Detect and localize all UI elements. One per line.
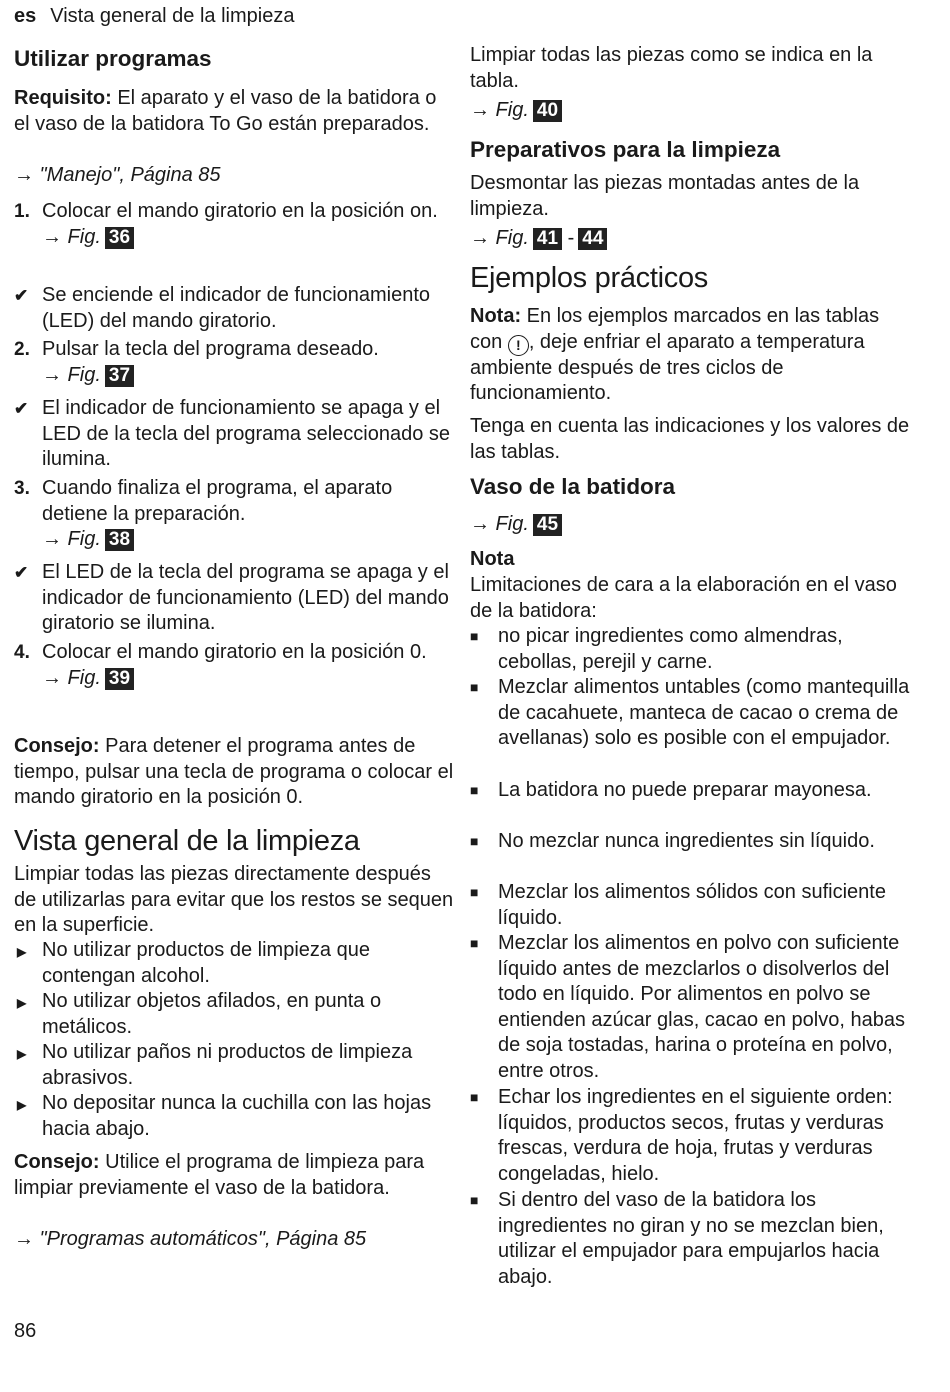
square-bullet-icon: ■ xyxy=(470,833,479,849)
requisito-label: Requisito: xyxy=(14,87,112,109)
step-3 xyxy=(14,476,454,553)
nota-text-b: , deje enfriar el aparato a temperatura ambiente después de tres ciclos de funcionamiento. xyxy=(470,330,865,405)
figure-ref-40: 40 xyxy=(533,100,562,122)
warning-text: No utilizar productos de limpieza que contengan alcohol. xyxy=(42,939,370,987)
heading-preparativos: Preparativos para la limpieza xyxy=(470,137,781,162)
bullet-item xyxy=(470,880,910,931)
page-number: 86 xyxy=(14,1320,37,1342)
bullet-text: Mezclar los alimentos en polvo con suficiente líquido antes de mezclarlos o disolverlos del todo en líquido. Por alimentos en polvo se entienden azúcar glas, cacao en polvo, habas de soja tostadas, harina o proteína en polvo, entre otros. xyxy=(498,932,905,1082)
fig-range-separator: - xyxy=(567,227,575,249)
bullet-item xyxy=(470,675,910,752)
step-text: Colocar el mando giratorio en la posición 0. xyxy=(42,641,427,663)
nota-paragraph xyxy=(470,304,910,407)
figure-ref-37: 37 xyxy=(105,365,134,387)
cleaning-intro: Limpiar todas las piezas como se indica en la tabla. xyxy=(470,44,873,92)
figure-ref-39: 39 xyxy=(105,668,134,690)
figure-ref-44: 44 xyxy=(578,228,607,250)
nota-title: Nota xyxy=(470,548,515,570)
warning-text: No utilizar paños ni productos de limpieza abrasivos. xyxy=(42,1041,413,1089)
warning-text: No depositar nunca la cuchilla con las hojas hacia abajo. xyxy=(42,1092,432,1140)
consejo-label: Consejo: xyxy=(14,1151,100,1173)
consejo-stop-paragraph xyxy=(14,734,454,811)
consejo-text: Utilice el programa de limpieza para limpiar previamente el vaso de la batidora. xyxy=(14,1151,425,1199)
figure-ref-41: 41 xyxy=(533,228,562,250)
step-number: 2. xyxy=(14,339,30,360)
bullet-item xyxy=(470,829,910,855)
step-number: 3. xyxy=(14,478,30,499)
requisito-text: El aparato y el vaso de la batidora o el vaso de la batidora To Go están preparados. xyxy=(14,87,437,135)
result-2 xyxy=(14,396,454,473)
prep-text: Desmontar las piezas montadas antes de la limpieza. xyxy=(470,172,860,220)
figure-ref-38: 38 xyxy=(105,529,134,551)
bullet-text: Echar los ingredientes en el siguiente orden: líquidos, productos secos, frutas y verduras frescas, verdura de hoja, frutas y verduras congeladas, hielo. xyxy=(498,1086,893,1185)
nota-label: Nota: xyxy=(470,305,522,327)
bullet-text: Mezclar los alimentos sólidos con suficiente líquido. xyxy=(498,881,886,929)
warning-item xyxy=(14,1091,454,1142)
step-2 xyxy=(14,337,454,388)
consejo-cleaning-paragraph xyxy=(14,1150,454,1201)
figure-ref-45: 45 xyxy=(533,514,562,536)
step-1 xyxy=(14,199,454,250)
warning-text: No utilizar objetos afilados, en punta o metálicos. xyxy=(42,990,382,1038)
result-text: Se enciende el indicador de funcionamiento (LED) del mando giratorio. xyxy=(42,284,431,332)
warning-item xyxy=(14,1040,454,1091)
bullet-text: Si dentro del vaso de la batidora los ingredientes no giran y no se mezclan bien, utilizar el empujador para empujarlos hacia abajo. xyxy=(498,1189,884,1288)
square-bullet-icon: ■ xyxy=(470,935,479,951)
check-icon: ✔ xyxy=(14,563,29,582)
result-text: El indicador de funcionamiento se apaga y el LED de la tecla del programa seleccionado se ilumina. xyxy=(42,397,451,471)
square-bullet-icon: ■ xyxy=(470,628,479,644)
step-number: 4. xyxy=(14,642,30,663)
heading-vista-general: Vista general de la limpieza xyxy=(14,825,360,857)
fig-label: → Fig. xyxy=(470,99,529,121)
bullet-item xyxy=(470,1188,910,1290)
figure-ref-36: 36 xyxy=(105,227,134,249)
consejo-text: Para detener el programa antes de tiempo, pulsar una tecla de programa o colocar el mando giratorio en la posición 0. xyxy=(14,735,454,809)
step-number: 1. xyxy=(14,201,30,222)
triangle-bullet-icon: ▶ xyxy=(17,996,27,1010)
vaso-fig xyxy=(470,512,910,538)
language-code: es xyxy=(14,5,37,27)
square-bullet-icon: ■ xyxy=(470,679,479,695)
square-bullet-icon: ■ xyxy=(470,1192,479,1208)
nota-intro: Limitaciones de cara a la elaboración en el vaso de la batidora: xyxy=(470,574,897,622)
fig-label: → Fig. xyxy=(470,227,529,249)
bullet-item xyxy=(470,1085,910,1187)
result-text: El LED de la tecla del programa se apaga y el indicador de funcionamiento (LED) del mando giratorio se ilumina. xyxy=(42,561,449,635)
step-text: Colocar el mando giratorio en la posición on. xyxy=(42,200,438,222)
result-3 xyxy=(14,560,454,637)
bullet-text: no picar ingredientes como almendras, cebollas, perejil y carne. xyxy=(498,625,843,673)
exclamation-circle-icon: ! xyxy=(508,335,529,356)
page-header xyxy=(14,5,294,28)
consejo-label: Consejo: xyxy=(14,735,100,757)
tenga-paragraph: Tenga en cuenta las indicaciones y los valores de las tablas. xyxy=(470,415,910,463)
nota-text-a: En los ejemplos marcados en las tablas con xyxy=(470,305,880,353)
fig-label: → Fig. xyxy=(42,666,101,689)
fig-label: → Fig. xyxy=(42,225,101,248)
heading-utilizar-programas: Utilizar programas xyxy=(14,46,212,71)
requisito-paragraph xyxy=(14,86,454,137)
vista-intro: Limpiar todas las piezas directamente después de utilizarlas para evitar que los restos se sequen en la superficie. xyxy=(14,863,454,937)
prep-figs xyxy=(470,226,910,252)
step-text: Cuando finaliza el programa, el aparato detiene la preparación. xyxy=(42,477,393,525)
manejo-link[interactable]: → "Manejo", Página 85 xyxy=(14,164,221,186)
programas-automaticos-link[interactable]: → "Programas automáticos", Página 85 xyxy=(14,1228,367,1250)
bullet-item xyxy=(470,778,910,804)
check-icon: ✔ xyxy=(14,286,29,305)
heading-ejemplos-practicos: Ejemplos prácticos xyxy=(470,262,708,294)
square-bullet-icon: ■ xyxy=(470,782,479,798)
result-1 xyxy=(14,283,454,334)
square-bullet-icon: ■ xyxy=(470,1089,479,1105)
heading-vaso-batidora: Vaso de la batidora xyxy=(470,474,676,499)
header-title: Vista general de la limpieza xyxy=(50,5,295,27)
bullet-item xyxy=(470,624,910,675)
check-icon: ✔ xyxy=(14,399,29,418)
fig-label: → Fig. xyxy=(470,513,529,535)
triangle-bullet-icon: ▶ xyxy=(17,1047,27,1061)
triangle-bullet-icon: ▶ xyxy=(17,945,27,959)
cleaning-intro-fig xyxy=(470,98,910,124)
step-4 xyxy=(14,640,454,691)
square-bullet-icon: ■ xyxy=(470,884,479,900)
bullet-item xyxy=(470,931,910,1085)
warning-item xyxy=(14,938,454,989)
warning-item xyxy=(14,989,454,1040)
bullet-text: Mezclar alimentos untables (como mantequilla de cacahuete, manteca de cacao o crema de avellanas) solo es posible con el empujador. xyxy=(498,676,910,750)
step-text: Pulsar la tecla del programa deseado. xyxy=(42,338,379,360)
bullet-text: No mezclar nunca ingredientes sin líquido. xyxy=(498,830,875,852)
fig-label: → Fig. xyxy=(42,528,101,551)
fig-label: → Fig. xyxy=(42,363,101,386)
triangle-bullet-icon: ▶ xyxy=(17,1098,27,1112)
bullet-text: La batidora no puede preparar mayonesa. xyxy=(498,779,872,801)
